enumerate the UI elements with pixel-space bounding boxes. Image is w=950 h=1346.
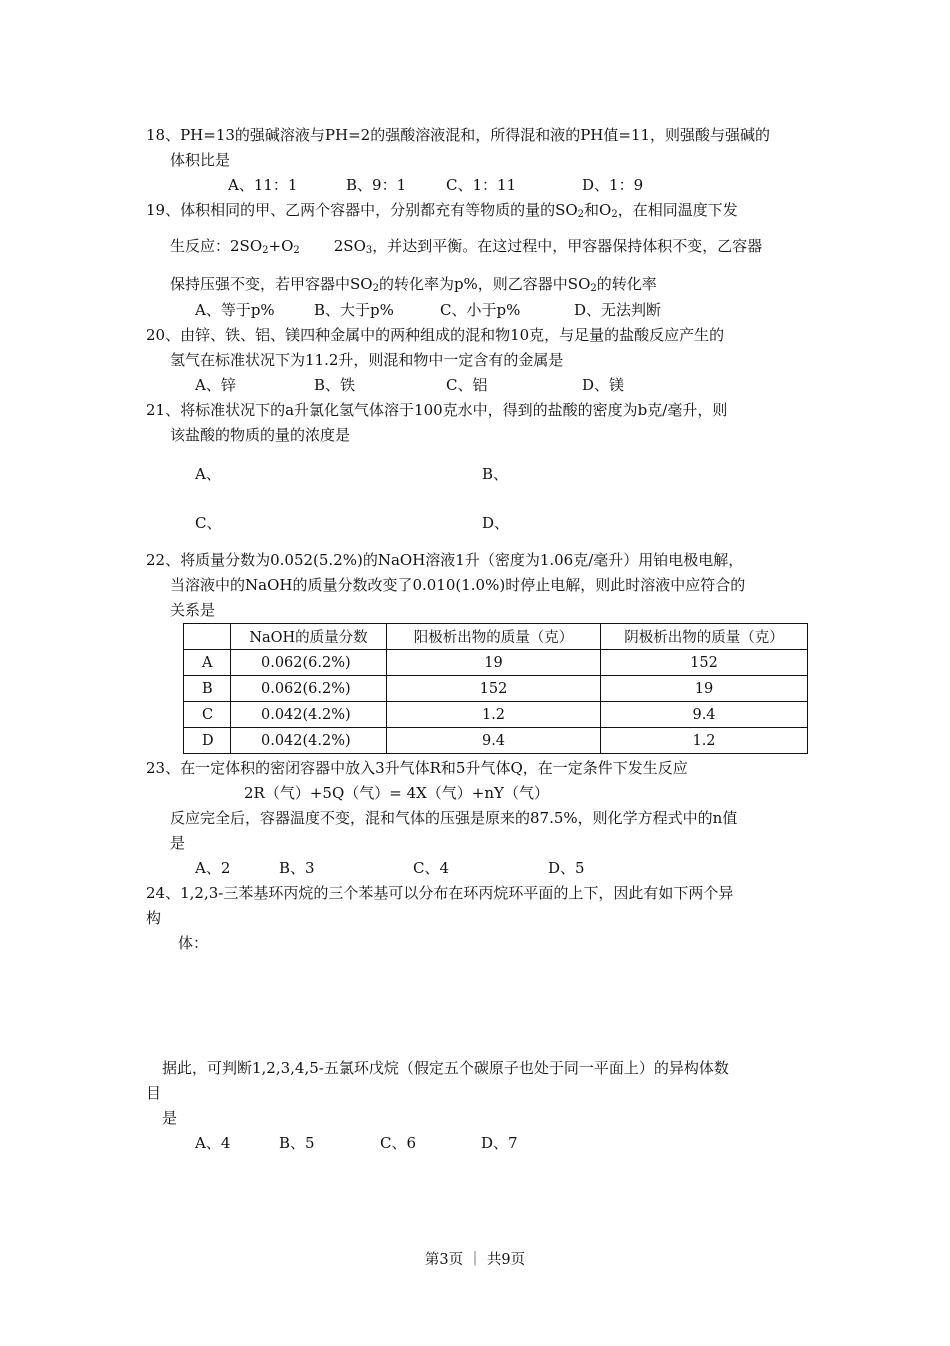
q19-line2-part-a: 生反应：2SO [170,237,263,255]
q24-option-a: A、4 [195,1134,231,1152]
q19-line1-part-c: ，在相同温度下发 [617,201,738,219]
subscript: 2 [611,209,618,220]
subscript: 3 [365,245,373,256]
table-cell: A [184,650,231,676]
table-cell: 9.4 [601,702,808,728]
q19-option-d: D、无法判断 [574,301,662,319]
q21-line1: 21、将标准状况下的a升氯化氢气体溶于100克水中，得到的盐酸的密度为b克/毫升，则 [146,401,728,419]
table-cell: C [184,702,231,728]
table-header-cell: 阴极析出物的质量（克） [601,624,808,650]
q19-line1-part-b: 和O [584,201,612,219]
q20-option-a: A、锌 [195,376,236,394]
q18-option-d: D、1：9 [582,176,644,194]
q19-line1 [146,200,738,220]
q24-option-c: C、6 [380,1134,417,1152]
q18-option-b: B、9：1 [346,176,407,194]
table-row [184,728,808,754]
q20-option-b: B、铁 [314,376,356,394]
q23-equation: 2R（气）+5Q（气）= 4X（气）+nY（气） [244,784,549,802]
table-cell: 9.4 [387,728,601,754]
q19-line1-part-a: 19、体积相同的甲、乙两个容器中，分别都充有等物质的量的SO [146,201,578,219]
subscript: 2 [590,283,597,294]
q24-line5: 目 [146,1084,162,1102]
q23-line3: 是 [170,834,186,852]
q18-line2: 体积比是 [170,151,231,169]
q23-line2: 反应完全后，容器温度不变，混和气体的压强是原来的87.5%，则化学方程式中的n值 [170,809,738,827]
table-cell: B [184,676,231,702]
q21-option-b: B、 [482,465,509,483]
q20-line1: 20、由锌、铁、铝、镁四种金属中的两种组成的混和物10克，与足量的盐酸反应产生的 [146,326,725,344]
q19-option-a: A、等于p% [195,301,275,319]
table-cell: 0.042(4.2%) [231,702,387,728]
q24-line2: 构 [146,909,162,927]
subscript: 2 [372,283,379,294]
q19-line3-part-c: 的转化率 [596,275,657,293]
q18-line1: 18、PH=13的强碱溶液与PH=2的强酸溶液混和，所得混和液的PH值=11，则强酸与强碱的 [146,126,771,144]
q19-line3 [170,274,657,294]
q19-line2-part-c: 2SO [333,237,366,255]
subscript: 2 [262,245,269,256]
table-cell: 0.062(6.2%) [231,650,387,676]
table-header-cell [184,624,231,650]
table-cell: 19 [601,676,808,702]
table-cell: 1.2 [387,702,601,728]
q21-option-d: D、 [482,514,510,532]
table-cell: 0.062(6.2%) [231,676,387,702]
q23-option-d: D、5 [548,859,585,877]
table-row [184,650,808,676]
q23-option-a: A、2 [195,859,231,877]
q20-option-c: C、铝 [446,376,488,394]
q24-line4: 据此，可判断1,2,3,4,5-五氯环戊烷（假定五个碳原子也处于同一平面上）的异构体数 [162,1059,729,1077]
table-cell: 152 [387,676,601,702]
q20-line2: 氢气在标准状况下为11.2升，则混和物中一定含有的金属是 [170,351,564,369]
q24-line1: 24、1,2,3-三苯基环丙烷的三个苯基可以分布在环丙烷环平面的上下，因此有如下两个异 [146,884,734,902]
subscript: 2 [293,245,300,256]
subscript: 2 [577,209,585,220]
q21-option-c: C、 [195,514,222,532]
q22-line2: 当溶液中的NaOH的质量分数改变了0.010(1.0%)时停止电解，则此时溶液中应符合的 [170,576,746,594]
table-cell: 152 [601,650,808,676]
q18-option-a: A、11：1 [228,176,298,194]
table-cell: 1.2 [601,728,808,754]
q19-option-b: B、大于p% [314,301,394,319]
q23-option-c: C、4 [413,859,450,877]
q19-line2 [170,236,762,256]
q23-line1: 23、在一定体积的密闭容器中放入3升气体R和5升气体Q，在一定条件下发生反应 [146,759,688,777]
q18-option-c: C、1：11 [446,176,517,194]
table-cell: 19 [387,650,601,676]
q21-option-a: A、 [195,465,221,483]
table-row [184,702,808,728]
q22-line3: 关系是 [170,601,216,619]
table-header-row [184,624,808,650]
table-row [184,676,808,702]
q22-line1: 22、将质量分数为0.052(5.2%)的NaOH溶液1升（密度为1.06克/毫升）用铂电极电解， [146,551,744,569]
q20-option-d: D、镁 [582,376,625,394]
table-header-cell: NaOH的质量分数 [231,624,387,650]
page-footer: 第3页 ｜ 共9页 [424,1252,526,1268]
q19-line3-part-a: 保持压强不变，若甲容器中SO [170,275,373,293]
q24-option-d: D、7 [481,1134,518,1152]
q19-line2-part-d: ，并达到平衡。在这过程中，甲容器保持体积不变，乙容器 [372,237,763,255]
table-cell: D [184,728,231,754]
q19-option-c: C、小于p% [440,301,521,319]
q23-option-b: B、3 [279,859,315,877]
q24-line6: 是 [162,1109,178,1127]
q19-line3-part-b: 的转化率为p%，则乙容器中SO [378,275,591,293]
table-cell: 0.042(4.2%) [231,728,387,754]
answer-table [183,623,808,754]
q24-line3: 体： [178,934,209,952]
q19-line2-part-b: +O [268,237,294,255]
q24-option-b: B、5 [279,1134,315,1152]
q21-line2: 该盐酸的物质的量的浓度是 [170,426,351,444]
table-header-cell: 阳极析出物的质量（克） [387,624,601,650]
